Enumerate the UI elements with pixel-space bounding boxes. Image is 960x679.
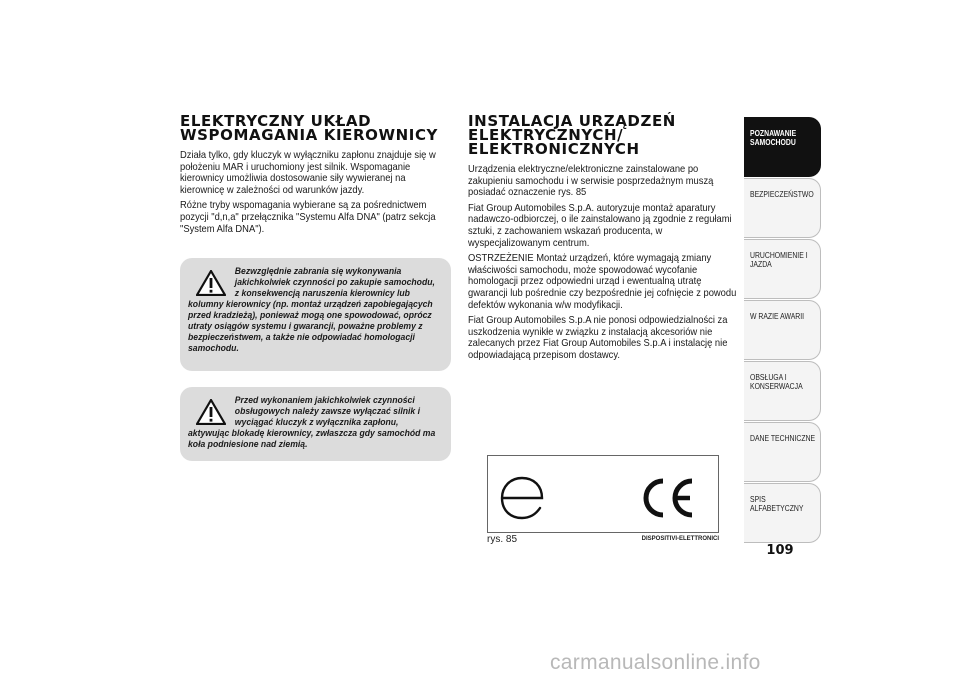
figure-code: DISPOSITIVI-ELETTRONICI xyxy=(641,536,719,542)
warning-text: Przed wykonaniem jakichkolwiek czynności obsługowych należy zawsze wyłączać silnik i wyciągać kluczyk z wyłącznika zapłonu, aktywując blokadę kierownicy, zwłaszcza gdy samochód ma koła podniesione nad ziemią. xyxy=(188,395,436,450)
chapter-tabs xyxy=(744,117,821,544)
warning-text: Bezwzględnie zabrania się wykonywania jakichkolwiek czynności po zakupie samochodu, z konsekwencją naruszenia kierownicy lub kolumny kierownicy (np. montaż urządzeń zapobiegających przed kradzieżą), ponieważ mogą one spowodować, oprócz utraty osiągów systemu i gwarancji, poważne problemy z bezpieczeństwem, a także nie odpowiadać homologacji samochodu. xyxy=(188,266,435,354)
paragraph: Urządzenia elektryczne/elektroniczne zainstalowane po zakupieniu samochodu i w serwisie posprzedażnym muszą posiadać oznaczenie rys. 85 xyxy=(468,164,714,199)
section-title-electrical xyxy=(468,114,740,156)
figure-drawing xyxy=(488,456,718,532)
tab-label: BEZPIECZEŃSTWO xyxy=(750,189,814,199)
tab-dane-techniczne[interactable] xyxy=(744,422,821,482)
section-title-steering xyxy=(180,114,450,142)
tab-w-razie-awarii[interactable] xyxy=(744,300,821,360)
tab-label: DANE TECHNICZNE xyxy=(750,433,816,443)
title-line: ELEKTRONICZNYCH xyxy=(468,140,640,158)
left-column xyxy=(180,114,450,239)
tab-label: POZNAWANIE SAMOCHODU xyxy=(750,128,797,148)
tab-obsluga-i-konserwacja[interactable] xyxy=(744,361,821,421)
warning-box-1 xyxy=(180,258,451,371)
tab-spis-alfabetyczny[interactable] xyxy=(744,483,821,543)
paragraph: Różne tryby wspomagania wybierane są za pośrednictwem pozycji "d,n,a" przełącznika "Systemu Alfa DNA" (patrz sekcja "System Alfa DNA"). xyxy=(180,200,436,235)
title-line: ELEKTRYCZNY UKŁAD xyxy=(180,112,372,130)
warning-box-2 xyxy=(180,387,451,461)
page-number: 109 xyxy=(766,543,794,558)
title-line: WSPOMAGANIA KIEROWNICY xyxy=(180,126,439,144)
figure-label: rys. 85 xyxy=(487,534,518,545)
tab-bezpieczenstwo[interactable] xyxy=(744,178,821,238)
paragraph: Fiat Group Automobiles S.p.A. autoryzuje montaż aparatury nadawczo-odbiorczej, o ile zainstalowano ją zgodnie z regułami sztuki, z zachowaniem wskazań producenta, w wyspecjalizowanym centrum. xyxy=(468,202,732,249)
paragraph: OSTRZEŻENIE Montaż urządzeń, które wymagają zmiany właściwości samochodu, może spowodować wycofanie homologacji przez odpowiedni urząd i ewentualną utratę gwarancji lub pośrednie czy bezpośrednie jej cofnięcie z powodu defektów wykonania w/w modyfikacji. xyxy=(468,253,737,311)
watermark: carmanualsonline.info xyxy=(550,651,761,674)
title-line: INSTALACJA URZĄDZEŃ xyxy=(468,112,676,130)
figure-rys-85 xyxy=(487,455,719,533)
title-line: ELEKTRYCZNYCH/ xyxy=(468,126,624,144)
tab-uruchomienie-i-jazda[interactable] xyxy=(744,239,821,299)
tab-poznawanie-samochodu[interactable] xyxy=(744,117,821,177)
tab-label: URUCHOMIENIE I JAZDA xyxy=(750,250,808,270)
tab-label: SPIS ALFABETYCZNY xyxy=(750,494,804,514)
right-column xyxy=(468,114,740,366)
paragraph: Działa tylko, gdy kluczyk w wyłączniku zapłonu znajduje się w położeniu MAR i uruchomiony jest silnik. Wspomaganie kierownicy umożliwia dostosowanie siły wywieranej na kierownicę w zależności od warunków jazdy. xyxy=(180,150,436,196)
tab-label: W RAZIE AWARII xyxy=(750,311,805,321)
tab-label: OBSŁUGA I KONSERWACJA xyxy=(750,372,803,392)
ce-mark-icon xyxy=(646,481,692,515)
figure-caption xyxy=(487,534,719,546)
paragraph: Fiat Group Automobiles S.p.A nie ponosi odpowiedzialności za uszkodzenia wynikłe w związku z instalacją akcesoriów nie zalecanych przez Fiat Group Automobiles S.p.A i instalację nie odpowiadającą przepisom dostawcy. xyxy=(468,315,728,361)
